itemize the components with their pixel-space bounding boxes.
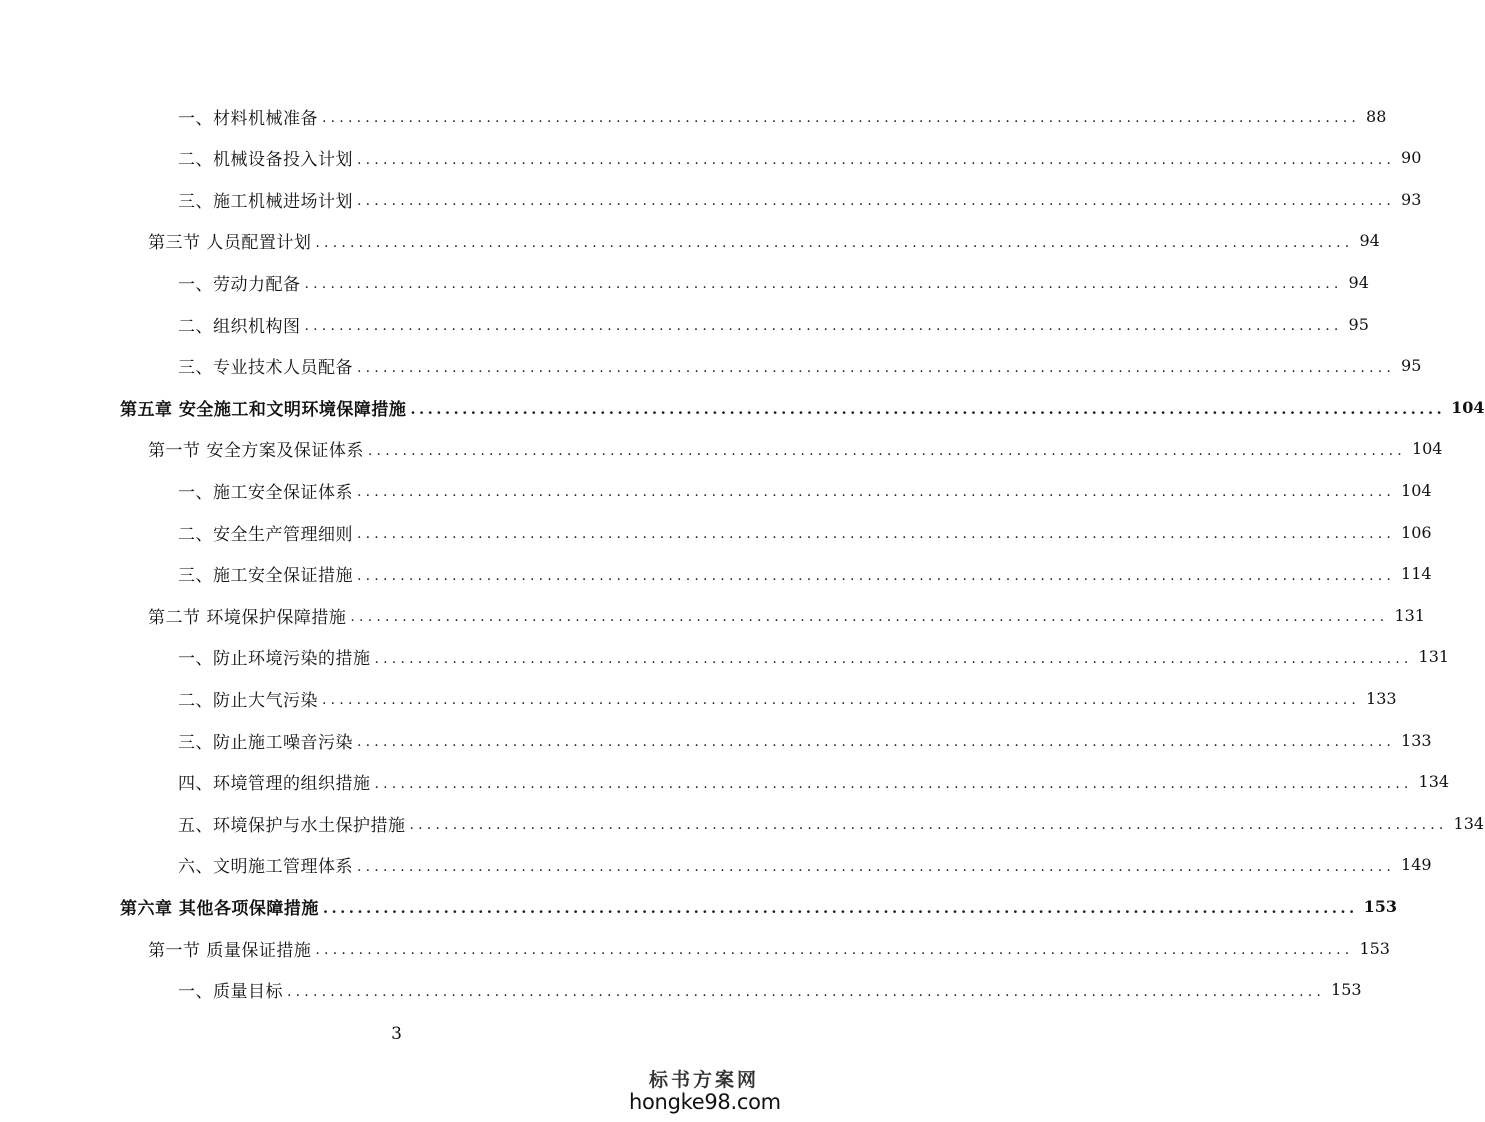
- toc-dot-leader: ........................................................................................................................: [315, 234, 1354, 251]
- toc-entry-page: 104: [1451, 397, 1485, 417]
- toc-dot-leader: ........................................................................................................................: [304, 276, 1343, 293]
- toc-entry-label: 三、施工机械进场计划: [178, 191, 353, 212]
- toc-entry-label: 六、文明施工管理体系: [178, 857, 353, 878]
- toc-entry-page: 88: [1366, 106, 1387, 126]
- toc-dot-leader: ........................................................................................................................: [357, 193, 1396, 210]
- toc-entry-page: 131: [1418, 647, 1450, 667]
- toc-entry-page: 94: [1359, 231, 1380, 251]
- toc-subsection-entry[interactable]: [178, 637, 1450, 677]
- toc-entry-label: 一、防止环境污染的措施: [178, 649, 371, 670]
- toc-dot-leader: ........................................................................................................................: [410, 399, 1446, 418]
- toc-entry-page: 149: [1401, 855, 1432, 875]
- toc-entry-label: 五、环境保护与水土保护措施: [178, 815, 406, 836]
- toc-entry-page: 95: [1401, 356, 1422, 376]
- toc-dot-leader: ........................................................................................................................: [322, 110, 1361, 126]
- toc-entry-label: 一、劳动力配备: [178, 274, 301, 295]
- toc-entry-page: 134: [1418, 772, 1450, 792]
- toc-entry-label: 二、组织机构图: [178, 316, 301, 337]
- toc-dot-leader: ........................................................................................................................: [357, 151, 1396, 168]
- watermark-logo: [629, 1065, 779, 1114]
- toc-subsection-entry[interactable]: [178, 512, 1432, 552]
- toc-entry-page: 133: [1366, 688, 1397, 708]
- toc-entry-page: 104: [1401, 480, 1432, 500]
- toc-dot-leader: ........................................................................................................................: [357, 526, 1396, 542]
- toc-subsection-entry[interactable]: [178, 470, 1432, 510]
- toc-dot-leader: ........................................................................................................................: [357, 359, 1396, 376]
- toc-entry-label: 一、材料机械准备: [178, 108, 318, 129]
- toc-entry-page: 131: [1394, 605, 1425, 625]
- toc-dot-leader: ........................................................................................................................: [315, 942, 1354, 958]
- toc-section-entry[interactable]: [148, 221, 1380, 261]
- toc-entry-label: 第一节 安全方案及保证体系: [148, 441, 364, 462]
- toc-entry-label: 二、安全生产管理细则: [178, 524, 353, 545]
- toc-entry-page: 94: [1348, 272, 1369, 292]
- toc-subsection-entry[interactable]: [178, 179, 1422, 219]
- toc-entry-label: 三、防止施工噪音污染: [178, 732, 353, 753]
- toc-subsection-entry[interactable]: [178, 720, 1432, 760]
- toc-entry-page: 90: [1401, 148, 1422, 168]
- toc-dot-leader: ........................................................................................................................: [357, 567, 1396, 584]
- toc-entry-label: 二、机械设备投入计划: [178, 150, 353, 171]
- toc-dot-leader: ........................................................................................................................: [409, 817, 1448, 834]
- watermark-text: 标书方案网: [648, 1069, 759, 1091]
- page-number: 3: [391, 1024, 402, 1044]
- toc-entry-label: 四、环境管理的组织措施: [178, 774, 371, 795]
- toc-dot-leader: ........................................................................................................................: [374, 775, 1413, 792]
- toc-dot-leader: ........................................................................................................................: [304, 318, 1343, 334]
- toc-subsection-entry[interactable]: [178, 678, 1397, 718]
- toc-entry-label: 第二节 环境保护保障措施: [148, 607, 347, 628]
- toc-subsection-entry[interactable]: [178, 845, 1432, 885]
- toc-subsection-entry[interactable]: [178, 762, 1450, 802]
- toc-entry-label: 二、防止大气污染: [178, 690, 318, 711]
- toc-entry-page: 153: [1331, 980, 1362, 1000]
- toc-entry-page: 106: [1401, 522, 1432, 542]
- toc-dot-leader: ........................................................................................................................: [357, 484, 1396, 501]
- toc-dot-leader: ........................................................................................................................: [322, 898, 1358, 917]
- toc-dot-leader: ........................................................................................................................: [357, 734, 1396, 750]
- toc-chapter-entry[interactable]: [120, 886, 1397, 926]
- toc-subsection-entry[interactable]: [178, 346, 1422, 386]
- toc-entry-label: 第三节 人员配置计划: [148, 233, 312, 254]
- toc-section-entry[interactable]: [148, 429, 1443, 469]
- toc-dot-leader: ........................................................................................................................: [357, 858, 1396, 875]
- toc-dot-leader: ........................................................................................................................: [287, 983, 1326, 1000]
- toc-entry-page: 134: [1453, 813, 1485, 833]
- toc-dot-leader: ........................................................................................................................: [322, 692, 1361, 709]
- toc-entry-label: 第五章 安全施工和文明环境保障措施: [120, 399, 407, 420]
- toc-entry-page: 153: [1359, 938, 1390, 958]
- toc-entry-label: 第一节 质量保证措施: [148, 940, 312, 961]
- toc-dot-leader: ........................................................................................................................: [367, 442, 1406, 459]
- toc-dot-leader: ........................................................................................................................: [374, 650, 1413, 667]
- watermark-url: hongke98.com: [629, 1090, 781, 1114]
- toc-subsection-entry[interactable]: [178, 304, 1369, 344]
- toc-entry-page: 114: [1401, 564, 1432, 584]
- toc-subsection-entry[interactable]: [178, 138, 1422, 178]
- toc-subsection-entry[interactable]: [178, 262, 1369, 302]
- toc-entry-label: 一、质量目标: [178, 982, 283, 1003]
- toc-section-entry[interactable]: [148, 928, 1390, 968]
- toc-chapter-entry[interactable]: [120, 387, 1485, 427]
- toc-section-entry[interactable]: [148, 595, 1425, 635]
- toc-entry-page: 95: [1348, 314, 1369, 334]
- toc-entry-page: 93: [1401, 189, 1422, 209]
- toc-subsection-entry[interactable]: [178, 970, 1362, 1010]
- toc-entry-label: 一、施工安全保证体系: [178, 482, 353, 503]
- toc-subsection-entry[interactable]: [178, 96, 1387, 136]
- toc-entry-page: 104: [1411, 439, 1443, 459]
- toc-entry-label: 第六章 其他各项保障措施: [120, 898, 319, 919]
- toc-entry-page: 133: [1401, 730, 1432, 750]
- toc-subsection-entry[interactable]: [178, 554, 1432, 594]
- toc-entry-label: 三、施工安全保证措施: [178, 566, 353, 587]
- toc-dot-leader: ........................................................................................................................: [350, 609, 1389, 626]
- toc-entry-label: 三、专业技术人员配备: [178, 358, 353, 379]
- toc-subsection-entry[interactable]: [178, 803, 1485, 843]
- toc-entry-page: 153: [1363, 896, 1397, 916]
